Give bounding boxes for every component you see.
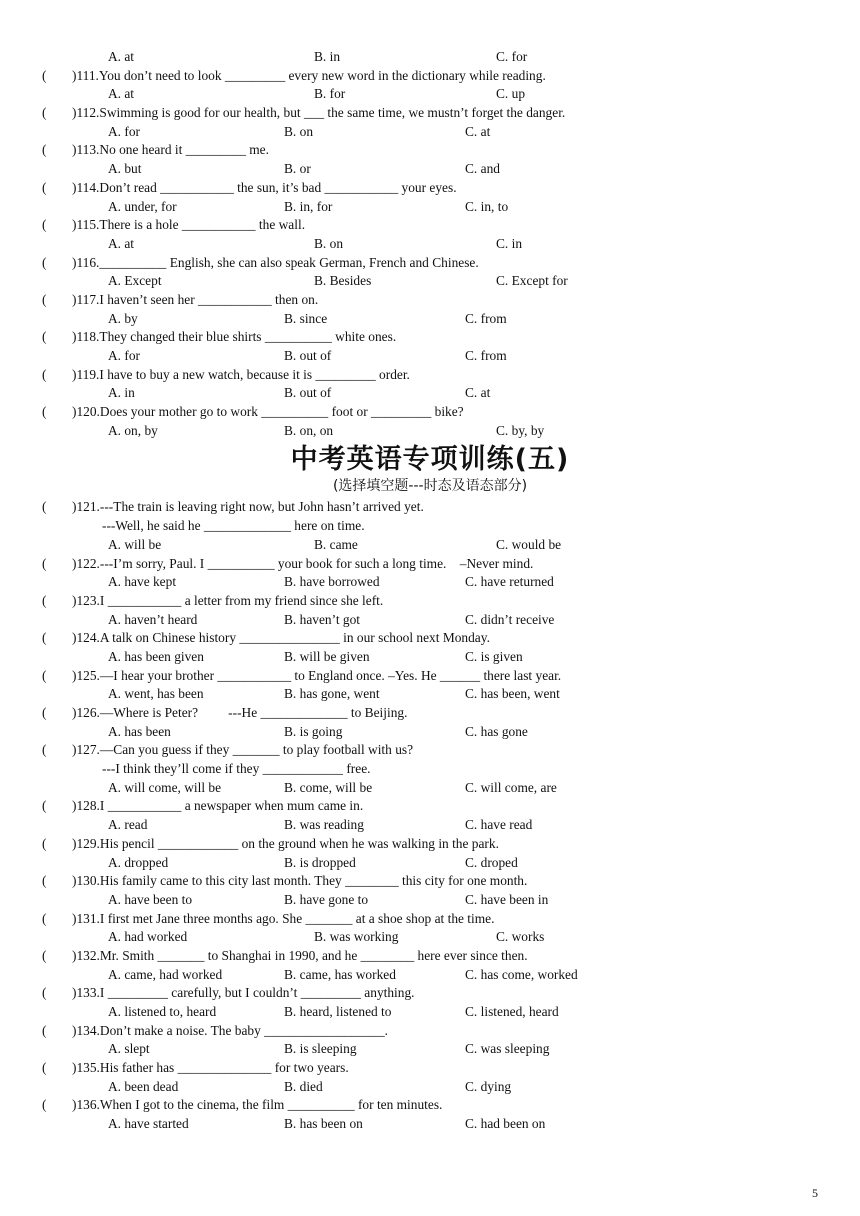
question-text: )132.Mr. Smith _______ to Shanghai in 1990, and he ________ here ever since then. [72,947,528,963]
option-b: B. was working [314,929,399,945]
question-text: )124.A talk on Chinese history _______________ in our school next Monday. [72,630,490,646]
options-line [0,235,860,254]
question-text: )115.There is a hole ___________ the wall. [72,217,306,233]
answer-bracket[interactable]: ( [42,499,47,515]
option-c: C. for [496,49,528,64]
option-a: A. for [108,123,140,139]
options-line [0,891,860,910]
option-b: B. heard, listened to [284,1004,392,1019]
option-a: A. but [108,161,142,177]
option-c: C. didn’t receive [465,611,555,627]
options-line [0,928,860,947]
question-text: )121.---The train is leaving right now, but John hasn’t arrived yet. [72,499,424,515]
question-text: )114.Don’t read ___________ the sun, it’s bad ___________ your eyes. [72,179,457,195]
answer-bracket[interactable]: ( [42,142,47,158]
answer-bracket[interactable]: ( [42,667,47,683]
option-c: C. from [465,348,507,363]
option-c: C. by, by [496,422,545,438]
section-subtitle: (选择填空题---时态及语态部分) [332,477,528,494]
options-line [0,723,860,742]
answer-bracket[interactable]: ( [42,873,47,889]
option-a: A. for [108,348,140,363]
option-b: B. Besides [314,273,372,289]
option-b: B. is going [284,723,343,739]
question-line [0,498,860,517]
option-b: B. come, will be [284,779,373,795]
question-line [0,328,860,347]
option-c: C. has been, went [465,686,560,702]
question-text: )128.I ___________ a newspaper when mum came in. [72,798,364,814]
answer-bracket[interactable]: ( [42,404,47,420]
answer-bracket[interactable]: ( [42,985,47,1001]
options-line [0,573,860,592]
answer-bracket[interactable]: ( [42,105,47,121]
question-line [0,104,860,123]
option-c: C. have been in [465,891,549,907]
section-title: 中考英语专项训练(五) [290,443,570,475]
option-b: B. died [284,1078,323,1094]
option-b: B. or [284,161,311,177]
question-line [0,667,860,686]
option-c: C. was sleeping [465,1041,550,1057]
question-text: )119.I have to buy a new watch, because it is _________ order. [72,366,410,382]
option-a: A. been dead [108,1078,179,1094]
question-line [0,216,860,235]
option-a: A. came, had worked [108,966,223,982]
option-b: B. is dropped [284,854,356,870]
option-a: A. dropped [108,854,169,870]
answer-bracket[interactable]: ( [42,742,47,758]
option-a: A. have kept [108,574,177,590]
answer-bracket[interactable]: ( [42,1060,47,1076]
option-b: B. since [284,310,328,326]
question-text: )122.---I’m sorry, Paul. I __________ your book for such a long time. –Never mind. [72,555,534,571]
answer-bracket[interactable]: ( [42,1022,47,1038]
option-b: B. out of [284,348,332,363]
options-line [0,347,860,366]
answer-bracket[interactable]: ( [42,67,47,83]
option-c: C. has come, worked [465,966,578,982]
option-a: A. had worked [108,929,188,945]
question-text: )125.—I hear your brother ___________ to England once. –Yes. He ______ there last year. [72,667,562,683]
options-line [0,611,860,630]
option-a: A. will be [108,536,162,552]
question-text: )129.His pencil ____________ on the ground when he was walking in the park. [72,835,499,851]
question-line [0,835,860,854]
option-c: C. will come, are [465,779,557,795]
answer-bracket[interactable]: ( [42,705,47,720]
options-line [0,1003,860,1022]
option-c: C. and [465,161,500,177]
option-a: A. Except [108,273,162,289]
question-line [0,629,860,648]
question-text: ---I think they’ll come if they ____________ free. [102,761,371,777]
answer-bracket[interactable]: ( [42,217,47,233]
option-b: B. will be given [284,648,370,664]
option-c: C. is given [465,648,523,664]
option-b: B. haven’t got [284,611,360,627]
option-a: A. on, by [108,422,158,438]
option-c: C. dying [465,1078,512,1094]
options-line [0,685,860,704]
option-a: A. read [108,817,148,833]
option-a: A. has been [108,723,171,739]
question-line [0,797,860,816]
option-a: A. by [108,310,138,326]
option-b: B. was reading [284,817,364,833]
option-a: A. haven’t heard [108,611,198,627]
question-text: )116.__________ English, she can also speak German, French and Chinese. [72,254,479,270]
option-c: C. at [465,385,491,401]
option-a: A. in [108,385,135,401]
question-text: )127.—Can you guess if they _______ to play football with us? [72,742,414,758]
question-line [0,1059,860,1078]
question-text: )130.His family came to this city last month. They ________ this city for one month. [72,873,528,889]
question-text: )126.—Where is Peter? ---He _____________ to Beijing. [72,705,408,720]
options-line [0,854,860,873]
question-line [0,947,860,966]
question-text: )111.You don’t need to look _________ every new word in the dictionary while reading. [72,67,546,83]
option-b: B. on [284,123,314,139]
option-c: C. in [496,235,523,251]
option-b: B. for [314,86,346,102]
answer-bracket[interactable]: ( [42,592,47,608]
page-number: 5 [812,1186,818,1200]
option-c: C. has gone [465,723,528,739]
options-line [0,966,860,985]
question-line [0,704,860,723]
question-line [0,1096,860,1115]
answer-bracket[interactable]: ( [42,254,47,270]
option-b: B. came, has worked [284,966,396,982]
question-text: )135.His father has ______________ for two years. [72,1060,349,1076]
question-line [0,254,860,273]
options-line [0,1078,860,1097]
option-c: C. have returned [465,574,554,590]
options-line [0,310,860,329]
question-text: ---Well, he said he _____________ here on time. [102,518,365,534]
option-a: A. listened to, heard [108,1004,217,1019]
options-line [0,1115,860,1134]
question-text: )133.I _________ carefully, but I couldn’t _________ anything. [72,985,415,1001]
answer-bracket[interactable]: ( [42,798,47,814]
option-c: C. had been on [465,1116,546,1132]
option-c: C. up [496,86,526,102]
option-b: B. in [314,49,341,64]
options-line [0,648,860,667]
question-line [0,179,860,198]
option-c: C. would be [496,536,562,552]
options-line [0,85,860,104]
question-continuation [0,517,860,536]
question-line [0,366,860,385]
answer-bracket[interactable]: ( [42,366,47,382]
option-b: B. came [314,536,358,552]
answer-bracket[interactable]: ( [42,947,47,963]
option-a: A. at [108,49,135,64]
answer-bracket[interactable]: ( [42,555,47,571]
question-line [0,741,860,760]
answer-bracket[interactable]: ( [42,835,47,851]
option-a: A. under, for [108,198,177,214]
options-line [0,384,860,403]
option-a: A. went, has been [108,686,204,702]
question-text: )136.When I got to the cinema, the film __________ for ten minutes. [72,1097,443,1113]
options-line [0,536,860,555]
option-a: A. has been given [108,648,204,664]
option-b: B. out of [284,385,332,401]
option-b: B. on [314,235,344,251]
answer-bracket[interactable]: ( [42,291,47,307]
options-line [0,198,860,217]
answer-bracket[interactable]: ( [42,910,47,926]
question-line [0,403,860,422]
option-c: C. droped [465,854,518,870]
options-line [0,272,860,291]
question-continuation [0,760,860,779]
option-a: A. have been to [108,891,193,907]
question-text: )118.They changed their blue shirts __________ white ones. [72,329,397,345]
options-line [0,1040,860,1059]
option-a: A. at [108,235,135,251]
option-c: C. from [465,310,507,326]
question-text: )131.I first met Jane three months ago. She _______ at a shoe shop at the time. [72,910,495,926]
options-line [0,816,860,835]
answer-bracket[interactable]: ( [42,329,47,345]
question-text: )112.Swimming is good for our health, but ___ the same time, we mustn’t forget the danger. [72,105,566,121]
option-a: A. will come, will be [108,779,222,795]
option-c: C. have read [465,817,533,833]
question-text: )120.Does your mother go to work __________ foot or _________ bike? [72,404,464,420]
options-line [0,48,860,67]
question-line [0,872,860,891]
option-b: B. has been on [284,1116,363,1132]
question-text: )134.Don’t make a noise. The baby __________________. [72,1022,389,1038]
question-line [0,984,860,1003]
question-line [0,291,860,310]
option-a: A. slept [108,1041,150,1057]
options-line [0,160,860,179]
question-line [0,592,860,611]
option-b: B. has gone, went [284,686,380,702]
option-c: C. in, to [465,198,509,214]
option-a: A. at [108,86,135,102]
option-c: C. listened, heard [465,1004,559,1019]
answer-bracket[interactable]: ( [42,179,47,195]
options-line [0,422,860,441]
question-line [0,1022,860,1041]
option-b: B. have gone to [284,891,369,907]
worksheet [0,48,860,1134]
options-line [0,779,860,798]
option-a: A. have started [108,1116,189,1132]
option-b: B. is sleeping [284,1041,357,1057]
option-c: C. at [465,123,491,139]
question-text: )123.I ___________ a letter from my friend since she left. [72,592,384,608]
question-line [0,141,860,160]
option-b: B. on, on [284,422,334,438]
answer-bracket[interactable]: ( [42,630,47,646]
option-b: B. have borrowed [284,574,380,590]
question-text: )113.No one heard it _________ me. [72,142,269,158]
options-line [0,123,860,142]
answer-bracket[interactable]: ( [42,1097,47,1113]
question-text: )117.I haven’t seen her ___________ then on. [72,291,319,307]
option-c: C. Except for [496,273,568,289]
option-c: C. works [496,929,545,945]
question-line [0,555,860,574]
question-line [0,67,860,86]
question-line [0,910,860,929]
option-b: B. in, for [284,198,333,214]
